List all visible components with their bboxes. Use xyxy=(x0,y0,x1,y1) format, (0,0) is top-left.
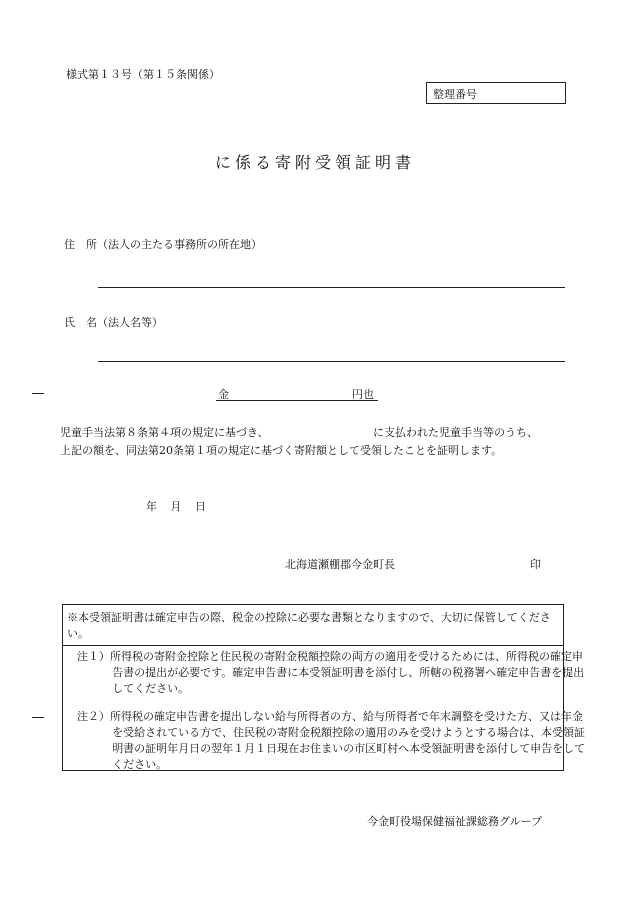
reference-number-label: 整理番号 xyxy=(433,88,477,101)
notice-divider xyxy=(63,645,563,646)
seal-mark: 印 xyxy=(530,558,541,571)
name-label: 氏 名（法人名等） xyxy=(64,316,163,329)
department-name: 今金町役場保健福祉課総務グループ xyxy=(367,815,543,828)
amount-prefix: 金 xyxy=(218,388,229,401)
amount-suffix: 円也 xyxy=(352,388,374,401)
notice-main-text: ※本受領証明書は確定申告の際、税金の控除に必要な書類となりますので、大切に保管してください。 xyxy=(67,611,551,640)
notice-box xyxy=(62,604,586,771)
note-2: 注２）所得税の確定申告書を提出しない給与所得者の方、給与所得者で年末調整を受けた方、又は年金を受給されている方で、住民税の寄附金税額控除の適用のみを受けようとする場合は、本受領証明書の証明年月日の翌年１月１日現在お住まいの市区町村へ本受領証明書を添付して申告をしてください。 xyxy=(77,710,586,771)
document-title: に係る寄附受領証明書 xyxy=(214,153,415,172)
form-number: 様式第１３号（第１５条関係） xyxy=(66,68,220,81)
fold-mark xyxy=(32,393,44,394)
address-label: 住 所（法人の主たる事務所の所在地） xyxy=(64,238,262,251)
fold-mark xyxy=(32,717,44,718)
reference-number-box[interactable] xyxy=(426,82,566,104)
certification-text-line-1: 児童手当法第８条第４項の規定に基づき、 に支払われた児童手当等のうち、 xyxy=(60,426,539,439)
certification-text-line-2: 上記の額を、同法第20条第１項の規定に基づく寄附額として受領したことを証明します。 xyxy=(60,444,503,457)
date-label: 年 月 日 xyxy=(146,500,206,513)
issuer-name: 北海道瀬棚郡今金町長 xyxy=(285,558,395,571)
name-field[interactable] xyxy=(98,361,565,362)
note-1: 注１）所得税の寄附金控除と住民税の寄附金税額控除の両方の適用を受けるためには、所得税の確定申告書の提出が必要です。確定申告書に本受領証明書を添付し、所轄の税務署へ確定申告書を提出してください。 xyxy=(77,650,585,695)
address-field[interactable] xyxy=(98,287,565,288)
